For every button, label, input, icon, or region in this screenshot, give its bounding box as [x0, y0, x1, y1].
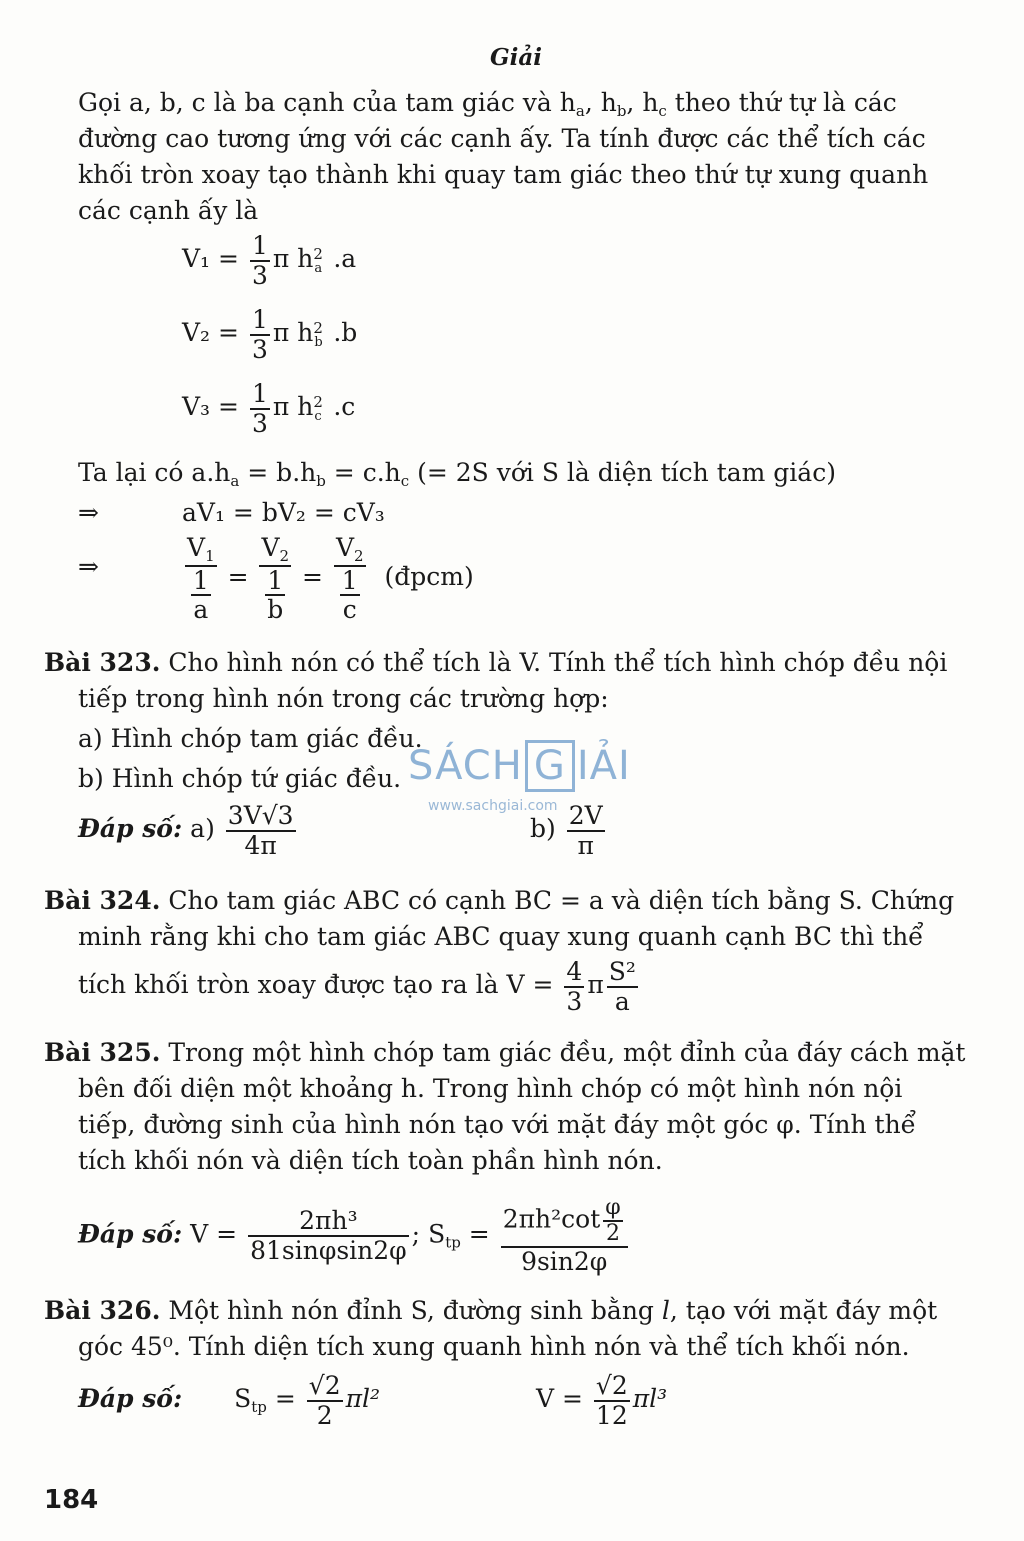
formula-v1: V₁ = $\frac{1}{3}$ π h 2 a .a — [182, 231, 357, 290]
problem-323-answer-b: b) $\frac{2V}{\pi}$ — [530, 801, 603, 860]
problem-325-line-1: Bài 325. Trong một hình chóp tam giác đều, một đỉnh của đáy cách mặt — [44, 1038, 966, 1067]
problem-326-answer-v: V = $\frac{√2}{12}$ πl³ — [536, 1371, 668, 1430]
problem-323-answer: Đáp số: a) $\frac{3V√3}{4\pi}$ — [78, 801, 294, 860]
problem-326-answer: Đáp số: $S_{tp}$ = $\frac{√2}{2}$ πl² — [78, 1371, 381, 1430]
problem-325-line-3: tiếp, đường sinh của hình nón tạo với mặt đáy một góc φ. Tính thể — [78, 1110, 917, 1139]
problem-323-line-2: tiếp trong hình nón trong các trường hợp: — [78, 684, 609, 713]
problem-325-answer: Đáp số: V = $\frac{\text{2πh³}}{81\sin\varphi\sin 2\varphi}$ ; $S_{tp}$ = 2πh²cot $\frac{\varphi}{2}$ 9sin2φ — [78, 1196, 631, 1276]
intro-line-2: đường cao tương ứng với các cạnh ấy. Ta tính được các thể tích các — [78, 124, 926, 153]
problem-323-part-a: a) Hình chóp tam giác đều. — [78, 724, 423, 753]
implies-arrow-2: ⇒ — [78, 552, 99, 581]
problem-326-line-1: Bài 326. Một hình nón đỉnh S, đường sinh bằng l, tạo với mặt đáy một — [44, 1296, 938, 1325]
problem-324-line-1: Bài 324. Cho tam giác ABC có cạnh BC = a và diện tích bằng S. Chứng — [44, 886, 955, 915]
watermark-logo: SÁCH G IẢI — [408, 740, 631, 792]
problem-326-line-2: góc 45⁰. Tính diện tích xung quanh hình nón và thể tích khối nón. — [78, 1332, 910, 1361]
relation-line: Ta lại có $a.h_a = b.h_b = c.h_c$ (= 2S với S là diện tích tam giác) — [78, 458, 836, 490]
ratio-equality: $\frac{V_1}{\frac{1}{a}}$ = $\frac{V_2}{\frac{1}{b}}$ = $\frac{V_2}{\frac{1}{c}}$ (đpcm) — [187, 533, 474, 624]
problem-325-line-2: bên đối diện một khoảng h. Trong hình chóp có một hình nón nội — [78, 1074, 903, 1103]
section-heading: Giải — [490, 44, 543, 71]
watermark-url: www.sachgiai.com — [428, 798, 558, 814]
equality-avbvcv: aV₁ = bV₂ = cV₃ — [182, 498, 385, 527]
problem-324-line-2: minh rằng khi cho tam giác ABC quay xung quanh cạnh BC thì thể — [78, 922, 924, 951]
problem-325-line-4: tích khối nón và diện tích toàn phần hình nón. — [78, 1146, 663, 1175]
problem-324-line-3: tích khối tròn xoay được tạo ra là V = $\frac{4}{3}$ π $\frac{\text{S²}}{a}$ — [78, 957, 636, 1016]
problem-323-part-b: b) Hình chóp tứ giác đều. — [78, 764, 402, 793]
formula-v2: V₂ = $\frac{1}{3}$ π h 2 b .b — [182, 305, 358, 364]
intro-line-3: khối tròn xoay tạo thành khi quay tam giác theo thứ tự xung quanh — [78, 160, 929, 189]
formula-v3: V₃ = $\frac{1}{3}$ π h 2 c .c — [182, 379, 356, 438]
intro-line-1: Gọi a, b, c là ba cạnh của tam giác và $h_a$, $h_b$, $h_c$ theo thứ tự là các — [78, 88, 897, 120]
intro-line-4: các cạnh ấy là — [78, 196, 259, 225]
page-number: 184 — [44, 1485, 99, 1515]
implies-arrow-1: ⇒ — [78, 498, 99, 527]
problem-323-line-1: Bài 323. Cho hình nón có thể tích là V. Tính thể tích hình chóp đều nội — [44, 648, 948, 677]
